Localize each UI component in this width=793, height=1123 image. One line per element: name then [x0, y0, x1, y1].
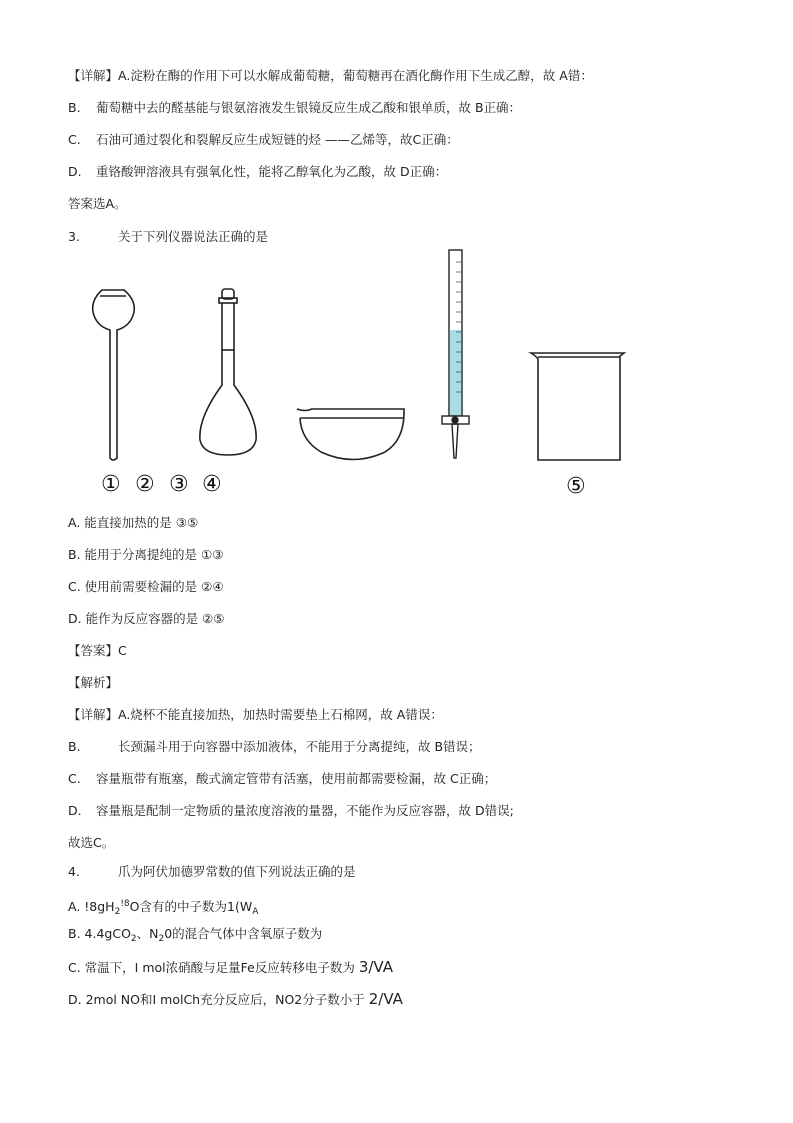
- text: 0的混合气体中含氧原子数为: [164, 926, 323, 941]
- subscript: 2: [130, 934, 137, 944]
- option-a: A. 能直接加热的是 ③⑤: [68, 515, 199, 530]
- answer-line: 答案选A。: [68, 196, 127, 211]
- analysis-a-line: 【详解】A.烧杯不能直接加热，加热时需要垫上石棉网，故 A错误：: [68, 707, 443, 722]
- q4-option-c: [68, 959, 393, 976]
- option-label: C.: [68, 771, 81, 786]
- subscript: 2: [114, 907, 121, 917]
- detail-c-text: 石油可通过裂化和裂解反应生成短链的烃 ——乙烯等，故C正确：: [96, 132, 459, 147]
- subscript: A: [252, 907, 259, 917]
- subscript: 2: [158, 934, 165, 944]
- long-neck-funnel: [93, 290, 135, 460]
- beaker: [531, 353, 624, 460]
- label-2: ②: [135, 472, 155, 497]
- label-5: ⑤: [566, 474, 586, 499]
- text: D. 2mol NO和I molCh充分反应后，NO2分子数小于: [68, 992, 369, 1007]
- option-label: C.: [68, 132, 81, 147]
- formula-value: 2/VA: [368, 990, 403, 1008]
- option-d: D. 能作为反应容器的是 ②⑤: [68, 611, 225, 626]
- analysis-b-line: [68, 739, 481, 755]
- evaporating-dish: [297, 409, 404, 460]
- option-c: C. 使用前需要检漏的是 ②④: [68, 579, 224, 594]
- detail-b-text: 葡萄糖中去的醛基能与银氨溶液发生银镜反应生成乙酸和银单质，故 B正确：: [96, 100, 522, 115]
- detail-d-text: 重铬酸钾溶液具有强氧化性，能将乙醇氧化为乙酸，故 D正确：: [96, 164, 448, 179]
- detail-a-line: 【详解】A.淀粉在酶的作用下可以水解成葡萄糖，葡萄糖再在酒化酶作用下生成乙醇，故 A错：: [68, 68, 593, 83]
- question-number: 4.: [68, 864, 80, 879]
- text: C. 常温下，I mol浓硝酸与足量Fe反应转移电子数为: [68, 960, 359, 975]
- label-1: ①: [101, 472, 121, 497]
- analysis-b-text: 长颈漏斗用于向容器中添加液体，不能用于分离提纯，故 B错误；: [118, 739, 481, 754]
- analysis-c-text: 容量瓶带有瓶塞，酸式滴定管带有活塞，使用前都需要检漏，故 C正确；: [96, 771, 497, 786]
- q4-option-a: [68, 896, 258, 920]
- text: A. !8gH: [68, 899, 115, 914]
- option-b: B. 能用于分离提纯的是 ①③: [68, 547, 224, 562]
- text: O含有的中子数为1(W: [129, 899, 253, 914]
- text: B. 4.4gCO: [68, 926, 131, 941]
- option-label: B.: [68, 739, 81, 754]
- text: 、N: [136, 926, 159, 941]
- option-label: D.: [68, 164, 82, 179]
- label-3: ③: [169, 472, 189, 497]
- question-text: 爪为阿伏加德罗常数的值下列说法正确的是: [118, 864, 356, 879]
- q4-option-d: [68, 991, 403, 1008]
- analysis-c-line: [68, 771, 496, 787]
- question-4: [68, 864, 356, 880]
- option-label: B.: [68, 100, 81, 115]
- option-label: D.: [68, 803, 82, 818]
- answer-tag: 【答案】C: [68, 643, 127, 658]
- volumetric-flask: [200, 289, 256, 455]
- superscript: !8: [120, 899, 130, 909]
- select-answer: 故选C。: [68, 835, 115, 850]
- formula-value: 3/VA: [358, 958, 393, 976]
- analysis-d-text: 容量瓶是配制一定物质的量浓度溶液的量器，不能作为反应容器，故 D错误;: [96, 803, 514, 818]
- analysis-d-line: [68, 803, 514, 819]
- acid-burette: [442, 250, 469, 458]
- q4-option-b: [68, 926, 322, 947]
- label-4: ④: [202, 472, 222, 497]
- question-text: 关于下列仪器说法正确的是: [118, 229, 269, 244]
- question-number: 3.: [68, 229, 80, 244]
- analysis-tag: 【解析】: [68, 675, 119, 690]
